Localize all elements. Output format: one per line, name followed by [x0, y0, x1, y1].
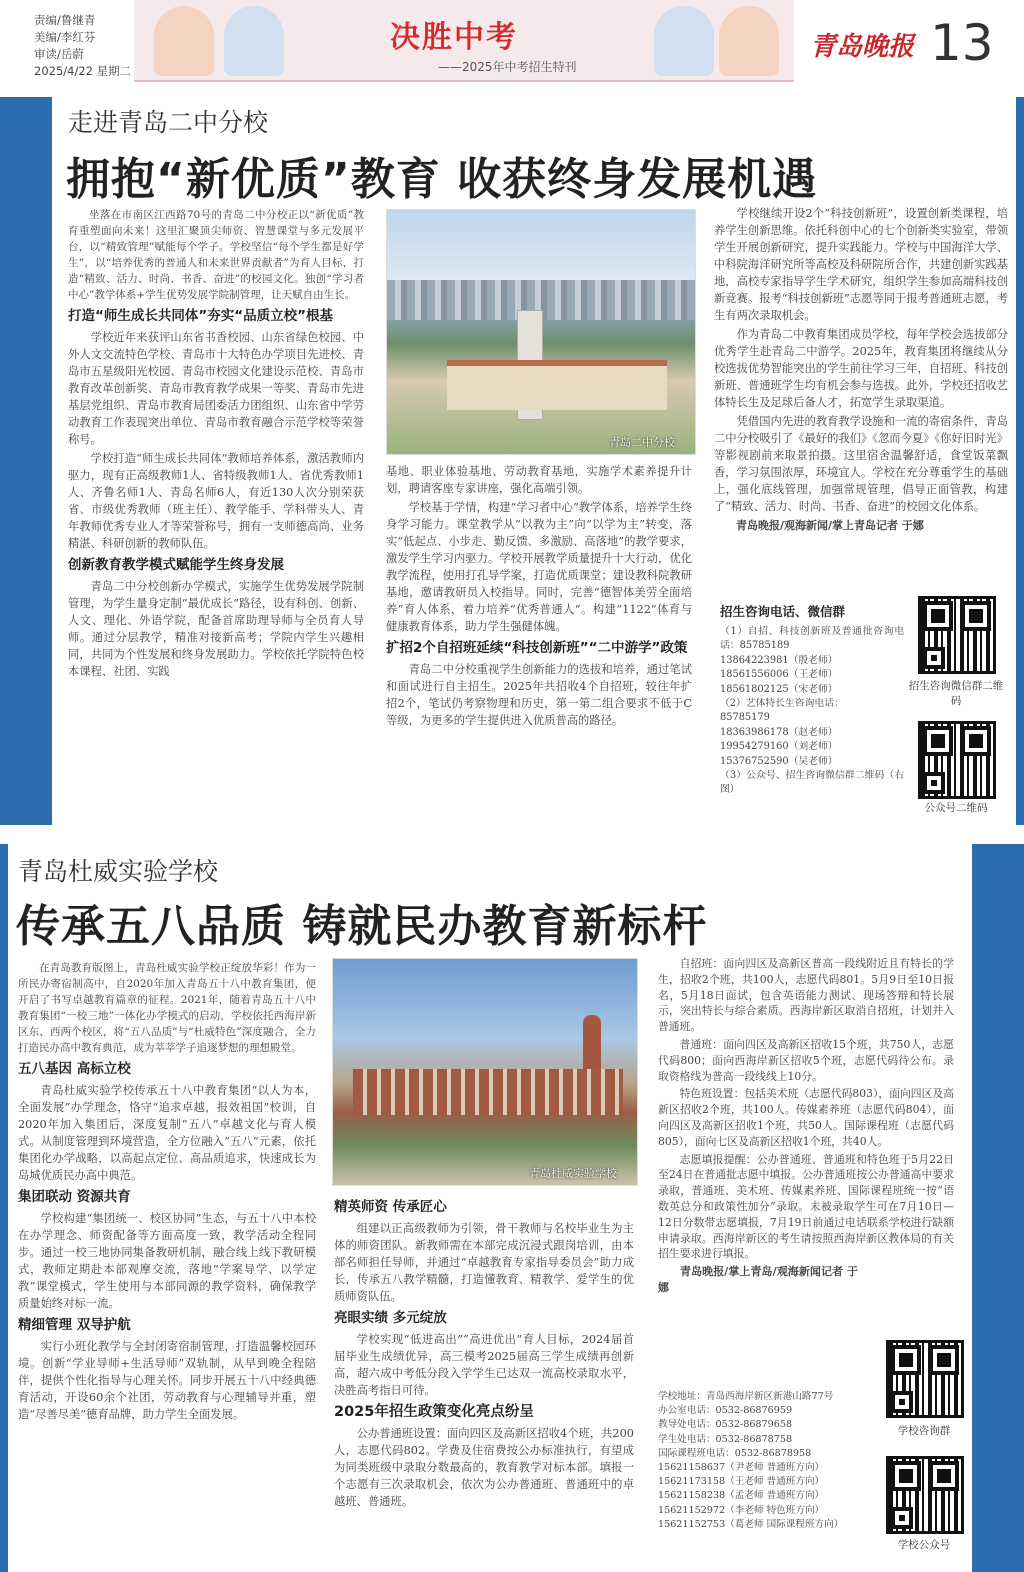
article1-contact-list [720, 625, 904, 798]
article2-kicker: 青岛杜威实验学校 [18, 857, 219, 886]
article1-lead: 坐落在市南区江西路70号的青岛二中分校正以“新优质”教育重塑面向未来！这里汇聚顶尖师资、智慧课堂与多元发展平台，以“精致管理”赋能每个学子。学校坚信“每个学生都是好学生”，以“培养优秀的普通人和未来世界贡献者”为育人目标，打造“精致、活力、时尚、书香、奋进”的校园文化。独创“学习者中心”教学体系+学生优势发展学院制管理，让天赋自由生长。 [68, 209, 364, 301]
special-issue-banner [134, 0, 794, 82]
editor: 责编/鲁继青 [34, 13, 96, 27]
contact-line: 办公室电话：0532-86876959 [658, 1405, 793, 1417]
article2-subhead1: 五八基因 高标立校 [18, 1061, 131, 1077]
contact-line: 15621158238（孟老师 普通班方向） [658, 1490, 825, 1502]
newspaper-logo: 青岛晚报 [810, 32, 915, 62]
banner-subtitle: ——2025年中考招生特刊 [438, 60, 577, 74]
contact-line: （3）公众号、招生咨询微信群二维码（右图） [720, 770, 904, 796]
photo-caption: 青岛杜威实验学校 [529, 1167, 617, 1180]
contact-line: 18561802125（宋老师） [720, 683, 838, 695]
banner-illustration-left [154, 6, 214, 76]
article2-lead: 在青岛教育版图上，青岛杜威实验学校正绽放华彩！作为一所民办寄宿制高中，自2020年加入青岛五十八中教育集团，便开启了书写卓越教育篇章的征程。2021年，随着青岛五十八中教育集团“一校三地”一体化办学模式的启动，学校依托西海岸新区东、西两个校区，将“五八品质”与“杜威特色”深度融合，全力打造民办高中教育典范，成为莘莘学子追逐梦想的理想殿堂。 [18, 962, 316, 1054]
contact-line: 学校地址：青岛西海岸新区新港山路77号 [658, 1391, 834, 1402]
school-consult-qr-icon [886, 1340, 964, 1418]
qr-label: 学校公众号 [897, 1539, 951, 1551]
qr-label: 招生咨询微信群二维码 [908, 680, 1004, 707]
article2-para: 自招班：面向四区及高新区普高一段线附近且有特长的学生，招收2个班，共100人，志愿代码801。5月9日至10日报名，5月18日面试，包含英语能力测试、现场答辩和特长展示，突出特长与综合素质。西海岸新区取消自招班，计划并入普通班。 [658, 957, 954, 1034]
wechat-group-qr-icon [918, 596, 996, 674]
article2-side-band-left [0, 844, 8, 1572]
article2-campus-photo [332, 958, 638, 1186]
article2-para: 普通班：面向四区及高新区招收15个班，共750人，志愿代码800；面向西海岸新区招收5个班，志愿代码待公布。录取资格线为普高一段线线上10分。 [658, 1037, 954, 1083]
contact-line: 教导处电话：0532-86879658 [658, 1419, 793, 1431]
article1-para: 学校基于学情，构建“学习者中心”教学体系，培养学生终身学习能力。课堂教学从“以教为主”向“以学为主”转变，落实“低起点、小步走、勤反馈、多激励、高落地”的教学要求，激发学生学习内驱力。学校开展教学质量提升十大行动，优化教学流程，使用打孔导学案，打造优质课堂；建设教科院教研基地，邀请教研员入校指导。同时，完善“德智体美劳全面培养”育人体系，着力培养“优秀普通人”。构建“1122”体育与健康教育体系，助力学生强健体魄。 [386, 501, 692, 633]
article1-col3 [714, 205, 1008, 536]
article1-para: 基地、职业体验基地、劳动教育基地，实施学术素养提升计划，聘请客座专家讲座，强化高端引领。 [386, 465, 692, 495]
contact-line: 15621173158（王老师 普通班方向） [658, 1476, 825, 1488]
article2-para: 实行小班化教学与全封闭寄宿制管理，打造温馨校园环境。创新“学业导师+生活导师”双轨制，从早到晚全程陪伴，提供个性化指导与心理关怀。同步开展五十八中经典德育活动，开设60余个社团，劳动教育与心理辅导并重，塑造“尽善尽美”德育品牌，助力学生全面发展。 [18, 1340, 316, 1421]
article2-col1 [18, 960, 316, 1425]
contact-line: 国际课程班电话：0532-86878958 [658, 1447, 812, 1459]
contact-line: 18561556006（王老师） [720, 669, 838, 681]
banner-illustration-left-2 [224, 6, 284, 76]
campus-building [447, 360, 667, 410]
article2-para: 组建以正高级教师为引领，骨干教师与名校毕业生为主体的师资团队。新教师需在本部完成沉浸式跟岗培训，由本部名师担任导师，并通过“卓越教育专家指导委员会”助力成长，传承五八教学精髓，打造懂教育、精教学、爱学生的优质师资队伍。 [334, 1222, 634, 1303]
issue-date: 2025/4/22 星期二 [34, 64, 132, 78]
article2-side-band [972, 844, 1024, 1572]
article2-contact-list [658, 1390, 874, 1532]
banner-illustration-right [654, 6, 714, 76]
article-qingdao-no2-branch [52, 97, 1016, 825]
article1-byline: 青岛晚报/观海新闻/掌上青岛记者 于娜 [736, 519, 924, 532]
article1-subhead1: 打造“师生成长共同体”夯实“品质立校”根基 [68, 308, 333, 324]
contact-line: 19954279160（刘老师） [720, 741, 838, 753]
article2-para: 志愿填报提醒：公办普通班、普通班和特色班于5月22日至24日在普通批志愿中填报。公办普通班按公办普通高中要求录取，普通班、美术班、传媒素养班、国际课程班统一按“语数英总分和政策性加分”录取。未被录取学生可在7月10日—12日分数带志愿填报，7月19日前通过电话联系学校进行缺额申请录取。西海岸新区的考生请按照西海岸新区教体局的有关招生要求进行填报。 [658, 1152, 954, 1261]
article1-subhead3: 扩招2个自招班延续“科技创新班”“二中游学”政策 [386, 640, 688, 656]
official-account-qr-icon [918, 721, 996, 799]
article2-subhead5: 亮眼实绩 多元绽放 [334, 1310, 447, 1326]
article1-para: 作为青岛二中教育集团成员学校，每年学校会选拔部分优秀学生赴青岛二中游学。2025年，教育集团将继续从分校选拔优势智能突出的学生前往学习三年，自招班、科技创新班、普通班学生均有机会参与选拔。此外，学校还招收艺体特长生及足球后备人才，拓宽学生录取渠道。 [714, 328, 1008, 409]
contact-line: （1）自招、科技创新班及普通批咨询电话：85785189 [720, 626, 904, 652]
contact-line: 15621152972（李老师 特色班方向） [658, 1504, 825, 1516]
contact-line: 85785179 [720, 712, 770, 724]
article1-col1 [68, 207, 364, 682]
contact-line: 13864223981（殷老师） [720, 654, 838, 666]
article2-para: 青岛杜威实验学校传承五十八中教育集团“以人为本，全面发展”办学理念，恪守“追求卓越，报效祖国”校训，自2020年加入集团后，深度复制“五八”卓越文化与育人模式。从制度管理到环境营造，全方位融入“五八”元素，依托集团化办学战略，以高起点定位、高品质追求，快速成长为岛城优质民办高中典范。 [18, 1084, 316, 1182]
contact-line: 15376752590（吴老师） [720, 755, 838, 767]
banner-illustration-right-2 [719, 6, 779, 76]
article1-side-band [0, 97, 52, 825]
article2-byline: 青岛晚报/掌上青岛/观海新闻记者 于娜 [658, 1265, 858, 1294]
article2-para: 学校实现“低进高出”“高进优出”育人目标，2024届首届毕业生成绩优异，高三模考2025届高三学生成绩再创新高，超六成中考低分段入学学生已达双一流高校录取水平，决胜高考指日可待。 [334, 1333, 634, 1397]
campus-building [353, 1069, 623, 1115]
article1-campus-photo [386, 209, 696, 455]
page-header [0, 0, 1024, 92]
designer: 美编/李红芬 [34, 30, 96, 44]
qr-label: 公众号二维码 [924, 802, 988, 814]
contact-line: 15621158637（尹老师 普通班方向） [658, 1462, 825, 1474]
article2-subhead4: 精英师资 传承匠心 [334, 1199, 447, 1215]
article2-para: 学校构建“集团统一、校区协同”生态，与五十八中本校在办学理念、师资配备等方面高度一致，教学活动全程同步。通过一校三地协同集备教研机制，融合线上线下教研模式，教师定期赴本部观摩交流，落地“学案导学、以学定教”课堂模式，学生使用与本部同源的教学资料，确保教学质量始终对标一流。 [18, 1212, 316, 1310]
article2-headline: 传承五八品质 铸就民办教育新标杆 [16, 901, 708, 952]
banner-title: 决胜中考 [390, 20, 518, 55]
article1-para: 青岛二中分校重视学生创新能力的选拔和培养，通过笔试和面试进行自主招生。2025年共招收4个自招班，较往年扩招2个，笔试仍考察物理和历史，第一第二组合要求不低于C等级，为更多的学生提供进入优质普高的路径。 [386, 663, 692, 727]
article2-para: 公办普通班设置：面向四区及高新区招收4个班，共200人，志愿代码802。学费及住宿费按公办标准执行，有望成为同类班级中录取分数最高的，教育教学对标本部。填报一个志愿有三次录取机会，依次为公办普通班、普通班中的卓越班、普通班。 [334, 1427, 634, 1508]
article1-para: 学校打造“师生成长共同体”教师培养体系，激活教师内驱力，现有正高级教师1人、省特级教师1人、省优秀教师1人、齐鲁名师1人、青岛名师6人，有近130人次分别荣获省、市级优秀教师（班主任）、教学能手、学科带头人、青年教师优秀专业人才等荣誉称号，拥有一支师德高尚、业务精湛、科研创新的教师队伍。 [68, 452, 364, 550]
page-number: 13 [930, 14, 994, 72]
article2-para: 特色班设置：包括美术班（志愿代码803），面向四区及高新区招收2个班，共100人。传媒素养班（志愿代码804），面向四区及高新区招收1个班，共50人。国际课程班（志愿代码805），面向七区及高新区招收1个班，共40人。 [658, 1087, 954, 1148]
article2-subhead6: 2025年招生政策变化亮点纷呈 [334, 1404, 534, 1420]
contact-line: 18363986178（赵老师） [720, 726, 838, 738]
article1-para: 学校继续开设2个“科技创新班”，设置创新类课程，培养学生创新思维。依托科创中心的七个创新类实验室，带领学生开展创新研究，提升实践能力。学校与中国海洋大学、中科院海洋研究所等高校及科研院所合作，共建创新实践基地，高校专家指导学生学术研究，组织学生参加高端科技创新竞赛。报考“科技创新班”志愿等同于报考普通班志愿，考生有两次录取机会。 [714, 207, 1008, 322]
editor-credits [34, 12, 131, 80]
article1-headline: 拥抱“新优质”教育 收获终身发展机遇 [66, 154, 818, 205]
contact-line: 15621152753（葛老师 国际课程班方向） [658, 1518, 844, 1530]
reviewer: 审读/岳蔚 [34, 47, 84, 61]
contact-line: （2）艺体特长生咨询电话： [720, 698, 844, 710]
contact-line: 学生处电话：0532-86878758 [658, 1433, 793, 1445]
article-qingdao-dewey-school [8, 844, 972, 1568]
contact-section-title: 招生咨询电话、微信群 [720, 604, 846, 619]
article1-subhead2: 创新教育教学模式赋能学生终身发展 [68, 557, 284, 573]
article2-col2 [334, 1194, 634, 1512]
article2-col3 [658, 956, 954, 1298]
article1-para: 青岛二中分校创新办学模式，实施学生优势发展学院制管理，为学生量身定制“最优成长”路径，设有科创、创新、人文、理化、外语学院，配备首席助理导师与全员育人导师。通过分层教学，精准对接新高考；学院内学生兴趣相同，共同为个性发展和终身发展助力。学校依托学院特色校本课程、社团、实践 [68, 580, 364, 678]
article2-subhead2: 集团联动 资源共育 [18, 1189, 131, 1205]
article1-para: 凭借国内先进的教育教学设施和一流的寄宿条件，青岛二中分校吸引了《最好的我们》《忽而今夏》《你好旧时光》等影视剧前来取景拍摄。这里宿舍温馨舒适，食堂饭菜飘香，学习氛围浓厚，环境宜人。学校在充分尊重学生的基础上，强化底线管理，加强常规管理，倡导正面管教，构建了“精致、活力、时尚、书香、奋进”的校园文化体系。 [714, 415, 1008, 513]
school-account-qr-icon [886, 1456, 964, 1534]
article2-subhead3: 精细管理 双导护航 [18, 1317, 131, 1333]
article1-col2 [386, 463, 692, 731]
article1-side-band-right [1016, 97, 1024, 825]
article1-para: 学校近年来获评山东省书香校园、山东省绿色校园、中外人文交流特色学校、青岛市十大特色办学项目先进校、青岛市五星级阳光校园、青岛市校园文化建设示范校、青岛市教育改革创新奖、青岛市教育教学成果一等奖、青岛市先进基层党组织、青岛市教育局团委活力团组织、山东省中学劳动教育工作表现突出单位、青岛市教育融合示范学校等荣誉称号。 [68, 331, 364, 446]
qr-label: 学校咨询群 [897, 1425, 951, 1437]
article1-kicker: 走进青岛二中分校 [68, 108, 269, 137]
photo-caption: 青岛二中分校 [609, 436, 675, 449]
